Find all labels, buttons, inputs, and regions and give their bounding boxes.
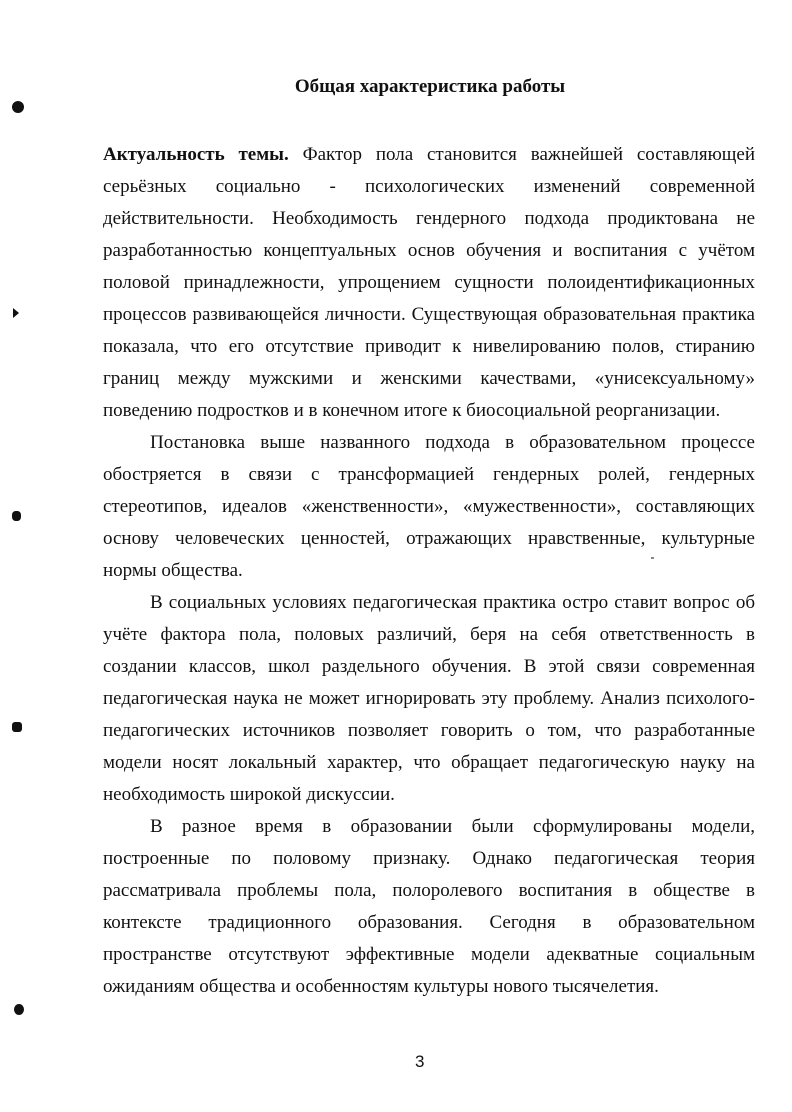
binding-hole-mark	[13, 308, 19, 318]
binding-hole-mark	[14, 1004, 24, 1015]
page-number: 3	[415, 1052, 425, 1071]
binding-hole-mark	[12, 511, 21, 521]
paragraph-text: Фактор пола становится важнейшей составляющей серьёзных социально - психологических изменений современной действительности. Необходимость гендерного подхода продиктована не разработанностью концептуальных основ обучения и воспитания с учётом половой принадлежности, упрощением сущности полоидентификационных процессов развивающейся личности. Существующая образовательная практика показала, что его отсутствие приводит к нивелированию полов, стиранию границ между мужскими и женскими качествами, «унисексуальному» поведению подростков и в конечном итоге к биосоциальной реорганизации.	[103, 144, 755, 421]
binding-hole-mark	[12, 101, 24, 113]
paragraph: Постановка выше названного подхода в образовательном процессе обостряется в связи с трансформацией гендерных ролей, гендерных стереотипов, идеалов «женственности», «мужественности», составляющих основу человеческих ценностей, отражающих нравственные, культурные нормы общества.	[103, 432, 755, 581]
body-text	[103, 139, 755, 1003]
binding-hole-mark	[12, 722, 22, 732]
page-title: Общая характеристика работы	[294, 76, 566, 97]
paragraph-relevance	[103, 139, 755, 427]
paragraph-lead: Актуальность темы.	[103, 144, 289, 165]
paragraph: В разное время в образовании были сформулированы модели, построенные по половому признаку. Однако педагогическая теория рассматривала проблемы пола, полоролевого воспитания в обществе в контексте традиционного образования. Сегодня в образовательном пространстве отсутствуют эффективные модели адекватные социальным ожиданиям общества и особенностям культуры нового тысячелетия.	[103, 816, 755, 997]
paragraph: В социальных условиях педагогическая практика остро ставит вопрос об учёте фактора пола, половых различий, беря на себя ответственность в создании классов, школ раздельного обучения. В этой связи современная педагогическая наука не может игнорировать эту проблему. Анализ психолого-педагогических источников позволяет говорить о том, что разработанные модели носят локальный характер, что обращает педагогическую науку на необходимость широкой дискуссии.	[103, 592, 755, 805]
